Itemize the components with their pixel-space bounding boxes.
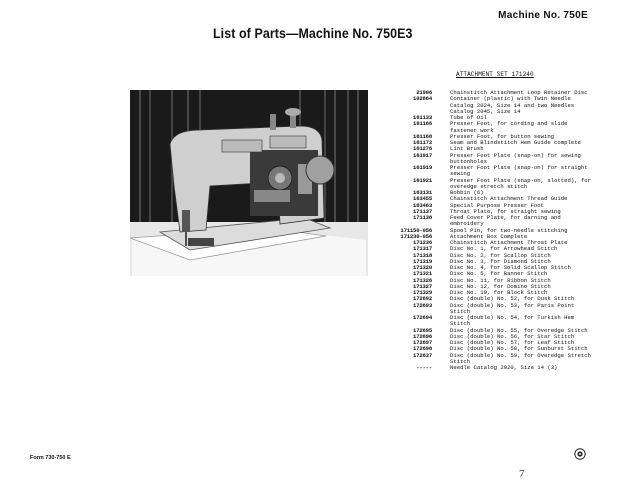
part-description: Disc (double) No. 56, for Star Stitch [450, 332, 575, 340]
part-description: Chainstitch Attachment Thread Guide [450, 195, 568, 203]
part-number: 171319 [413, 257, 432, 265]
part-number: 172696 [413, 332, 432, 340]
part-row [400, 121, 596, 134]
part-description: Disc No. 3, for Diamond Stitch [450, 257, 551, 265]
part-description: Disc (double) No. 58, for Sunburst Stitch [450, 345, 588, 353]
part-description: Disc No. 11, for Ribbon Stitch [450, 276, 551, 284]
part-number: 161917 [413, 151, 432, 159]
part-number: 171150-056 [400, 226, 432, 234]
attachment-set-title: ATTACHMENT SET 171240 [456, 71, 534, 78]
part-description: Disc (double) No. 57, for Leaf Stitch [450, 339, 575, 346]
sewing-machine-photo [130, 90, 368, 276]
part-number: 171329 [413, 289, 432, 296]
part-description: Container (plastic) with Twin Needle Catalog 2024, Size 14 and two Needles Catalog 2045, Size 14 [450, 95, 575, 115]
part-description: Disc No. 1, for Arrowhead Stitch [450, 245, 558, 253]
part-description: Feed Cover Plate, for darning and embroidery [450, 214, 561, 228]
part-description: Presser Foot, for button sewing [450, 132, 555, 140]
part-number: 161172 [413, 139, 432, 146]
part-number: 171317 [413, 245, 432, 253]
part-description: Disc (double) No. 52, for Dusk Stitch [450, 295, 575, 303]
part-number: 172697 [413, 339, 432, 346]
part-number: 171138 [413, 214, 432, 221]
part-number: 172698 [413, 345, 432, 353]
part-description: Bobbin (6) [450, 189, 484, 196]
part-description: Disc (double) No. 53, for Paris Point Stitch [450, 301, 575, 315]
part-number: 171318 [413, 251, 432, 259]
emblem-icon [574, 448, 586, 460]
part-description: Attachment Box Complete [450, 232, 528, 240]
part-description: Disc (double) No. 54, for Turkish Hem Stitch [450, 314, 575, 328]
part-description: Chainstitch Attachment Loop Retainer Disc [450, 89, 588, 96]
part-description: Presser Foot, for cording and slide fastener work [450, 120, 568, 134]
part-number: 161166 [413, 120, 432, 128]
part-row [400, 165, 596, 178]
part-number: 171326 [413, 276, 432, 284]
part-number: 172695 [413, 326, 432, 334]
page-number: 7 [519, 468, 525, 480]
machine-label: Machine No. 750E [498, 10, 588, 21]
part-description: Spool Pin, for two-needle stitching [450, 226, 568, 234]
part-number: 161168 [413, 132, 432, 140]
part-row [400, 215, 596, 228]
part-number: 161276 [413, 145, 432, 153]
part-number: 172693 [413, 301, 432, 309]
part-number: 172637 [413, 351, 432, 359]
part-description: Disc No. 12, for Domino Stitch [450, 282, 551, 290]
part-number: 161921 [413, 176, 432, 184]
part-description: Special Purpose Presser Foot [450, 201, 544, 209]
part-description: Presser Foot Plate (snap-on) for straight sewing [450, 164, 588, 178]
part-description: Presser Foot Plate (snap-on) for sewing buttonholes [450, 151, 581, 165]
part-number: 163463 [413, 201, 432, 209]
part-description: Lint Brush [450, 145, 484, 153]
part-row [400, 365, 596, 371]
part-description: Throat Plate, for straight sewing [450, 207, 561, 215]
part-description: Disc (double) No. 59, for Overedge Stretch Stitch [450, 351, 591, 365]
part-number: 171236 [413, 239, 432, 246]
part-description: Needle Catalog 2020, Size 14 (3) [450, 364, 558, 371]
part-number: 171137 [413, 207, 432, 215]
part-description: Presser Foot Plate (snap-on, slotted), for overedge stretch stitch [450, 176, 591, 190]
page-title: List of Parts—Machine No. 750E3 [213, 26, 413, 41]
part-number: 161919 [413, 164, 432, 171]
part-number: 171230-056 [400, 232, 432, 240]
part-description: Chainstitch Attachment Throat Plate [450, 239, 568, 246]
part-number: 163131 [413, 189, 432, 196]
part-description: Disc No. 4, for Solid Scallop Stitch [450, 264, 571, 271]
part-description: Seam and Blindstitch Hem Guide complete [450, 139, 581, 146]
part-description: Tube of Oil [450, 114, 487, 121]
part-number: 171320 [413, 264, 432, 271]
part-description: Disc No. 2, for Scallop Stitch [450, 251, 551, 259]
part-number: 172694 [413, 314, 432, 321]
form-number: Form 730-750 E [30, 455, 71, 461]
part-description: Disc No. 19, for Block Stitch [450, 289, 548, 296]
part-row [400, 96, 596, 115]
part-number: 163455 [413, 195, 432, 203]
part-number: ----- [416, 364, 432, 371]
part-number: 172692 [413, 295, 432, 303]
part-number: 161133 [413, 114, 432, 121]
part-number: 171327 [413, 282, 432, 290]
part-number: 171321 [413, 270, 432, 278]
part-number: 21906 [416, 89, 432, 96]
parts-list [400, 90, 596, 371]
part-row [400, 315, 596, 328]
part-description: Disc No. 5, for Banner Stitch [450, 270, 548, 278]
part-description: Disc (double) No. 55, for Overedge Stitch [450, 326, 588, 334]
part-number: 102864 [413, 95, 432, 103]
